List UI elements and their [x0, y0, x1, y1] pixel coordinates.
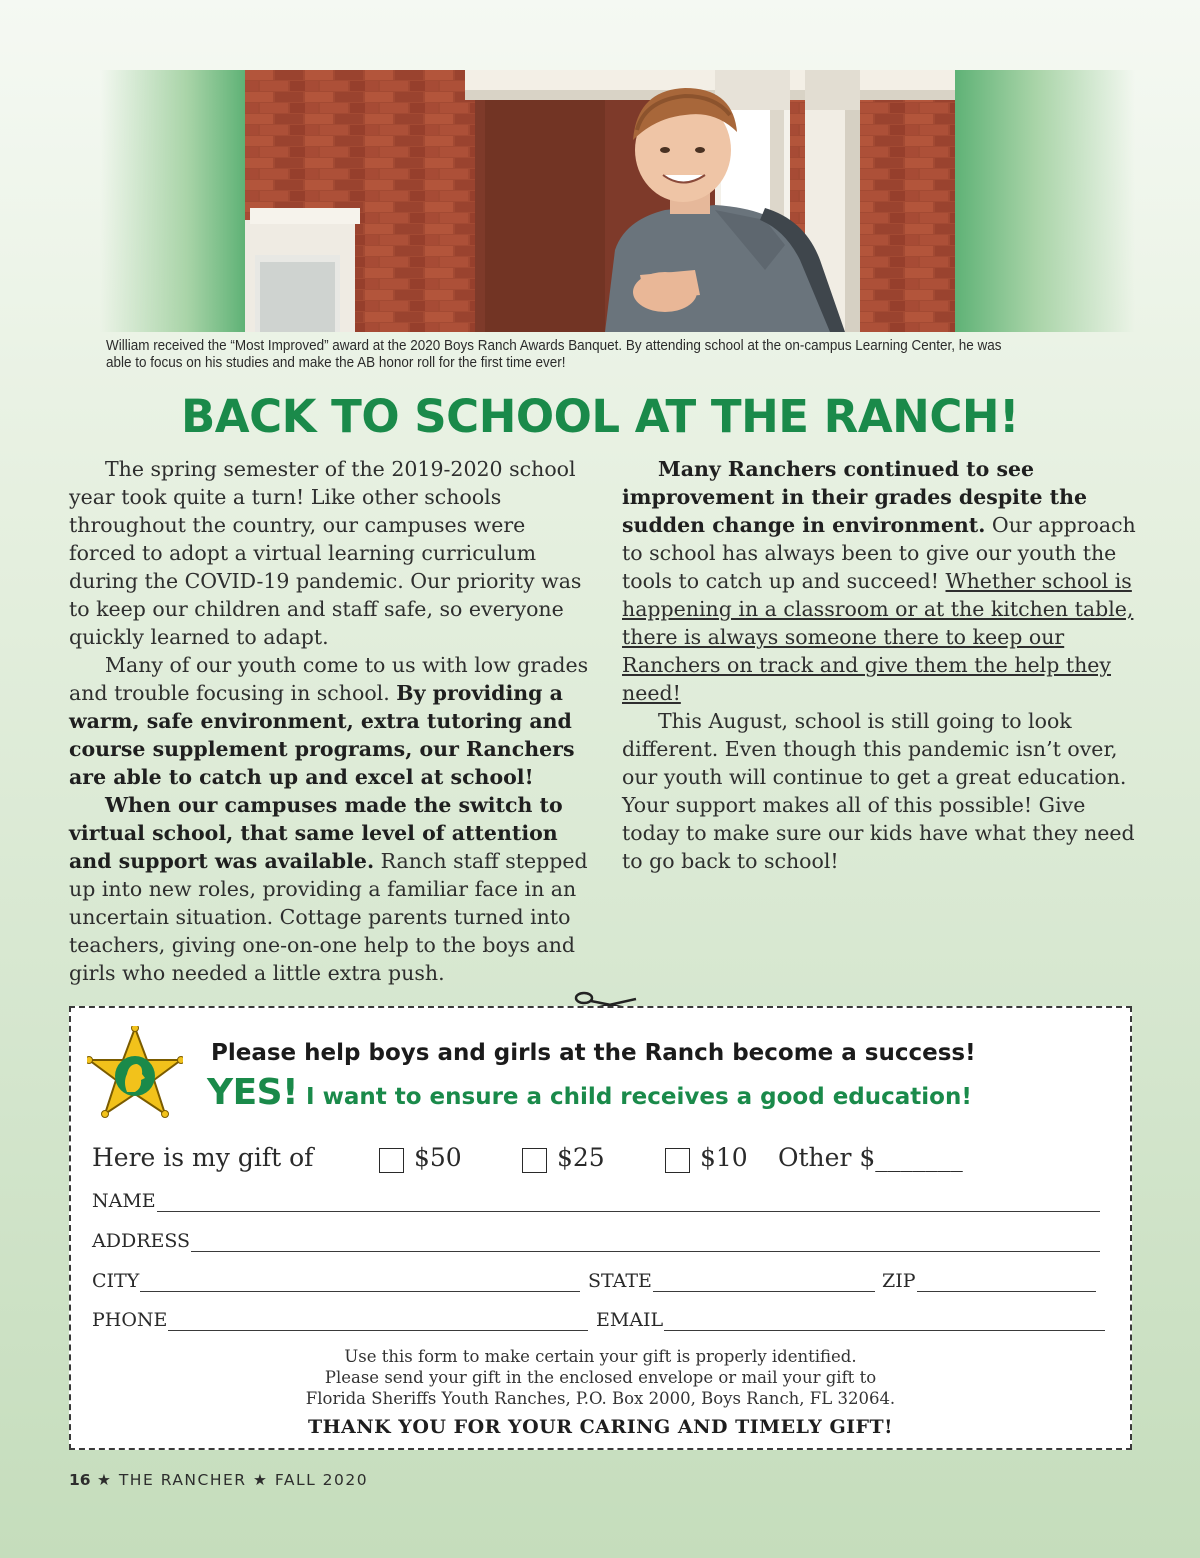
checkbox-25[interactable]	[522, 1148, 547, 1173]
address-label: ADDRESS	[92, 1230, 191, 1252]
page-number: 16	[69, 1471, 91, 1489]
photo-fade-left	[100, 70, 245, 332]
article-headline: BACK TO SCHOOL AT THE RANCH!	[180, 390, 1020, 443]
footer-separator-icon: ★	[97, 1471, 119, 1489]
city-label: CITY	[92, 1270, 140, 1292]
option-50-label: $50	[414, 1143, 462, 1172]
paragraph-5: This August, school is still going to look different. Even though this pandemic isn’t over, our youth will continue to get a great education. Your support makes all of this possible! Give today to make sure our kids have what they need to go back to school!	[622, 709, 1135, 873]
zip-field[interactable]	[882, 1266, 1096, 1292]
checkbox-10[interactable]	[665, 1148, 690, 1173]
footer-separator-icon: ★	[253, 1471, 275, 1489]
coupon-heading: Please help boys and girls at the Ranch become a success!	[211, 1040, 976, 1066]
mailing-instructions	[71, 1346, 1130, 1409]
student-photo-illustration	[245, 70, 955, 332]
instruction-line-2: Please send your gift in the enclosed envelope or mail your gift to	[324, 1368, 877, 1387]
phone-field[interactable]	[92, 1305, 588, 1331]
option-25-label: $25	[557, 1143, 605, 1172]
issue-name: FALL 2020	[274, 1471, 369, 1489]
instruction-line-1: Use this form to make certain your gift is properly identified.	[344, 1347, 857, 1366]
yes-label: YES!	[207, 1072, 299, 1113]
email-field[interactable]	[596, 1305, 1105, 1331]
state-field[interactable]	[588, 1266, 875, 1292]
address-line[interactable]	[191, 1232, 1100, 1252]
hero-photo	[245, 70, 955, 332]
name-field[interactable]	[92, 1186, 1100, 1212]
city-line[interactable]	[140, 1272, 580, 1292]
state-label: STATE	[588, 1270, 652, 1292]
paragraph-2-bold: By providing a warm, safe environment, extra tutoring and course supplement programs, our Ranchers are able to catch up and excel at school!	[69, 681, 575, 789]
paragraph-2	[69, 651, 589, 791]
gift-label: Here is my gift of	[92, 1143, 314, 1172]
paragraph-2-text: Many of our youth come to us with low grades and trouble focusing in school.	[69, 653, 589, 705]
name-line[interactable]	[157, 1192, 1100, 1212]
paragraph-3	[69, 791, 589, 987]
photo-caption: William received the “Most Improved” award at the 2020 Boys Ranch Awards Banquet. By attending school at the on-campus Learning Center, he was able to focus on his studies and make the AB honor roll for the first time ever!	[106, 338, 1002, 371]
city-field[interactable]	[92, 1266, 580, 1292]
coupon-subheading-text: I want to ensure a child receives a good education!	[306, 1084, 972, 1110]
article-column-left	[69, 455, 589, 987]
email-label: EMAIL	[596, 1309, 664, 1331]
phone-label: PHONE	[92, 1309, 168, 1331]
option-10-label: $10	[700, 1143, 748, 1172]
checkbox-50[interactable]	[379, 1148, 404, 1173]
gift-amount-row	[92, 1141, 1092, 1177]
instruction-line-3: Florida Sheriffs Youth Ranches, P.O. Box 2000, Boys Ranch, FL 32064.	[305, 1389, 896, 1408]
address-field[interactable]	[92, 1226, 1100, 1252]
sheriff-star-logo-icon	[87, 1026, 183, 1118]
paragraph-4-underlined: Whether school is happening in a classroom or at the kitchen table, there is always someone there to keep our Ranchers on track and give them the help they need!	[622, 569, 1134, 705]
hero-photo-frame	[100, 70, 1135, 332]
photo-fade-right	[955, 70, 1135, 332]
paragraph-3-text: Ranch staff stepped up into new roles, providing a familiar face in an uncertain situation. Cottage parents turned into teachers, giving one-on-one help to the boys and girls who needed a little extra push.	[69, 849, 588, 985]
name-label: NAME	[92, 1190, 156, 1212]
phone-line[interactable]	[168, 1311, 588, 1331]
paragraph-4-text: Our approach to school has always been to give our youth the tools to catch up and succeed!	[622, 513, 1136, 593]
paragraph-4-bold: Many Ranchers continued to see improvement in their grades despite the sudden change in environment.	[622, 457, 1088, 537]
zip-line[interactable]	[917, 1272, 1097, 1292]
paragraph-4	[622, 455, 1142, 707]
article-column-right	[622, 455, 1142, 875]
email-line[interactable]	[664, 1311, 1105, 1331]
thank-you-note: THANK YOU FOR YOUR CARING AND TIMELY GIFT!	[307, 1416, 894, 1438]
state-line[interactable]	[653, 1272, 875, 1292]
paragraph-3-bold: When our campuses made the switch to virtual school, that same level of attention and support was available.	[69, 793, 563, 873]
coupon-subheading	[207, 1072, 1107, 1113]
other-amount-field[interactable]: Other $_______	[778, 1143, 963, 1172]
paragraph-1: The spring semester of the 2019-2020 school year took quite a turn! Like other schools throughout the country, our campuses were forced to adopt a virtual learning curriculum during the COVID-19 pandemic. Our priority was to keep our children and staff safe, so everyone quickly learned to adapt.	[69, 457, 582, 649]
zip-label: ZIP	[882, 1270, 916, 1292]
publication-name: THE RANCHER	[118, 1471, 247, 1489]
page-footer	[69, 1471, 368, 1489]
donation-coupon	[69, 1006, 1132, 1450]
